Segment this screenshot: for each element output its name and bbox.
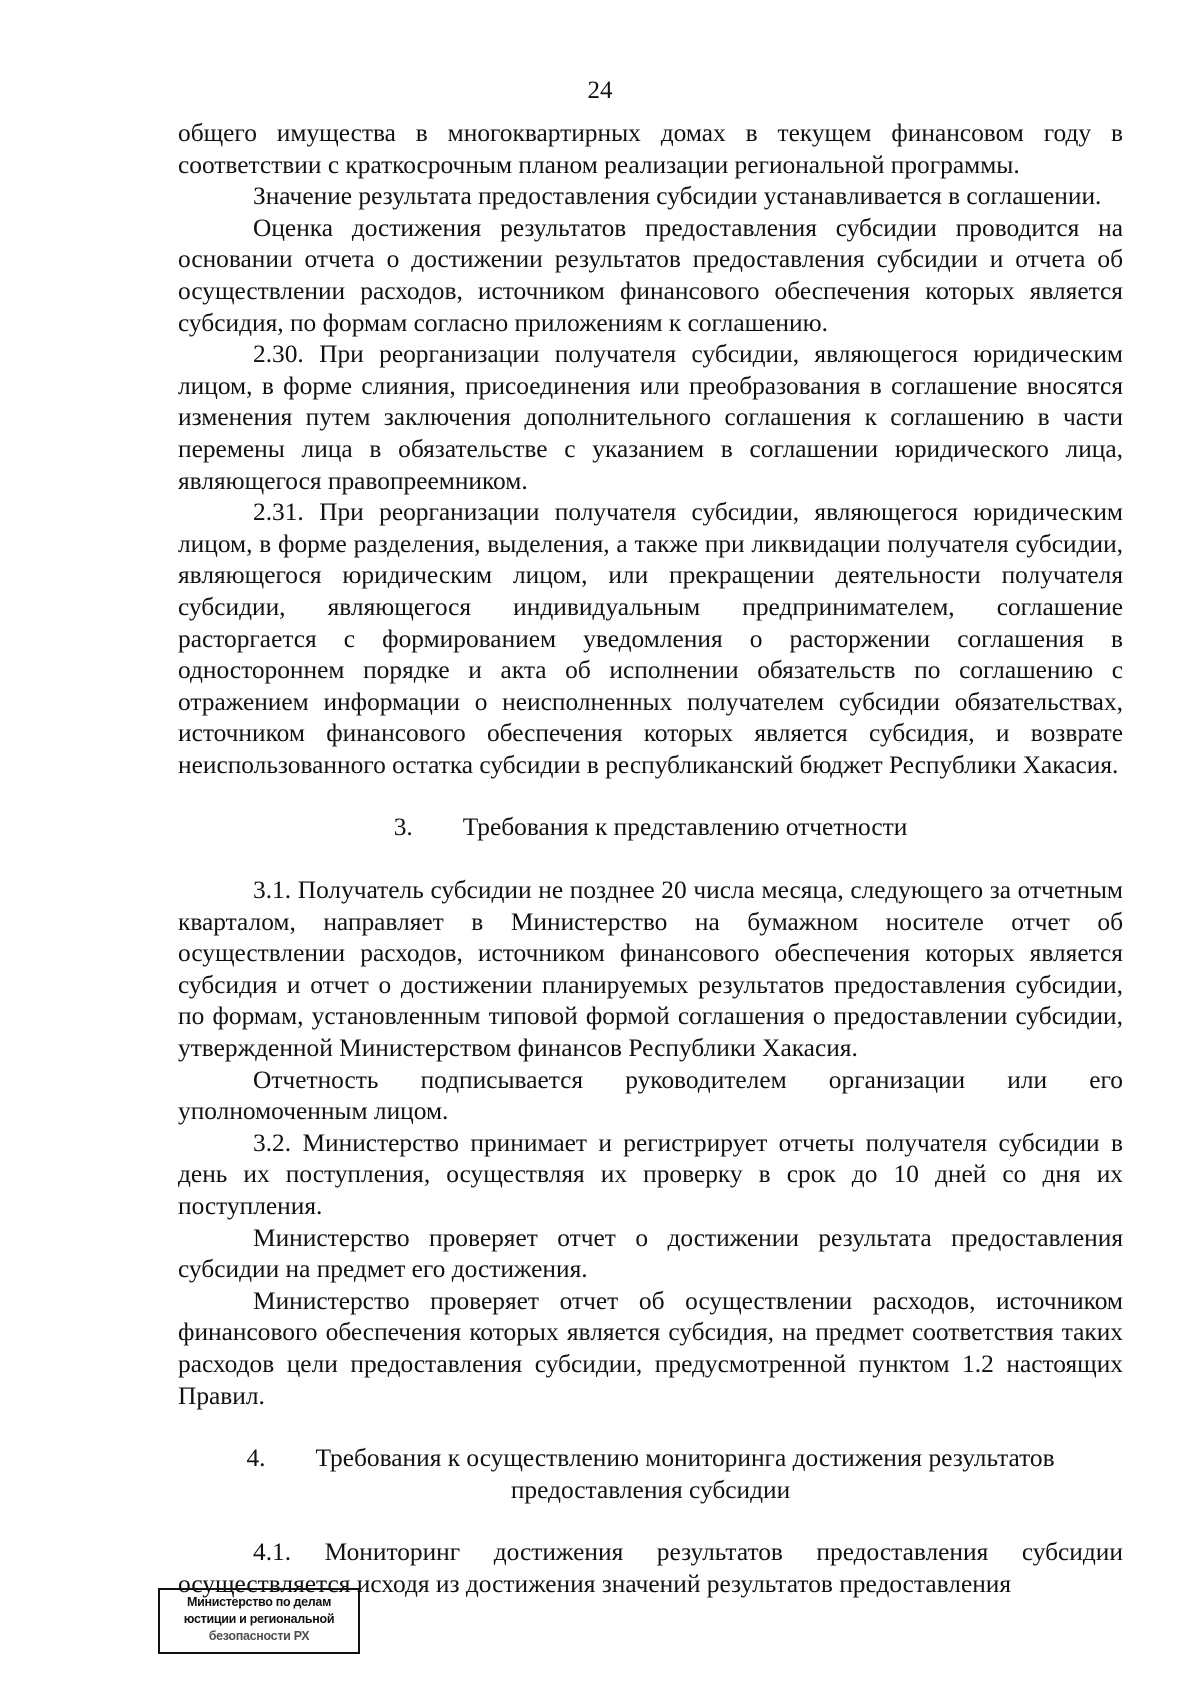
section-4-number: 4. [246, 1444, 266, 1473]
stamp-line-1: Министерство по делам [186, 1595, 332, 1609]
paragraph: Значение результата предоставления субсидии устанавливается в соглашении. [253, 182, 1102, 211]
section-4-title-line1: Требования к осуществлению мониторинга достижения результатов [315, 1444, 1055, 1473]
spacer [178, 844, 1123, 875]
paragraph-2-31: 2.31. При реорганизации получателя субсидии, являющегося юридическим лицом, в форме разделения, выделения, а также при ликвидации получателя субсидии, являющегося юридическим лицом, или прекращении деятельности получателя субсидии, являющегося индивидуальным предпринимателем, соглашение расторгается с формированием уведомления о расторжении соглашения в одностороннем порядке и акта об исполнении обязательств по соглашению с отражением информации о неисполненных получателем субсидии обязательствах, источником финансового обеспечения которых является субсидия, и возврате неиспользованного остатка субсидии в республиканский бюджет Республики Хакасия. [178, 498, 1123, 779]
spacer [178, 1506, 1123, 1537]
paragraph: Отчетность подписывается руководителем организации или его уполномоченным лицом. [178, 1065, 1123, 1126]
ministry-stamp [158, 1588, 360, 1654]
section-3-title: Требования к представлению отчетности [462, 813, 908, 842]
section-4-heading-line2 [178, 1475, 1123, 1507]
paragraph-3-2: 3.2. Министерство принимает и регистрирует отчеты получателя субсидии в день их поступления, осуществляя их проверку в срок до 10 дней со дня их поступления. [178, 1128, 1123, 1220]
paragraph: Министерство проверяет отчет о достижении результата предоставления субсидии на предмет его достижения. [178, 1223, 1123, 1284]
section-3-number: 3. [393, 813, 413, 842]
paragraph: Министерство проверяет отчет об осуществлении расходов, источником финансового обеспечения которых является субсидия, на предмет соответствия таких расходов цели предоставления субсидии, предусмотренной пунктом 1.2 настоящих Правил. [178, 1286, 1123, 1410]
spacer [178, 781, 1123, 812]
document-body [178, 118, 1123, 1601]
spacer [178, 1412, 1123, 1443]
section-4-heading [178, 1443, 1123, 1475]
section-4-title-line2: предоставления субсидии [510, 1475, 791, 1504]
paragraph: Оценка достижения результатов предоставления субсидии проводится на основании отчета о достижении результатов предоставления субсидии и отчета об осуществлении расходов, источником финансового обеспечения которых является субсидия, по формам согласно приложениям к соглашению. [178, 213, 1123, 337]
page-number: 24 [587, 77, 613, 104]
paragraph-2-30: 2.30. При реорганизации получателя субсидии, являющегося юридическим лицом, в форме слияния, присоединения или преобразования в соглашение вносятся изменения путем заключения дополнительного соглашения к соглашению в части перемены лица в обязательстве с указанием в соглашении юридического лица, являющегося правопреемником. [178, 340, 1123, 495]
stamp-line-2: юстиции и региональной [183, 1612, 335, 1626]
paragraph-continuation: общего имущества в многоквартирных домах в текущем финансовом году в соответствии с краткосрочным планом реализации региональной программы. [178, 119, 1123, 179]
section-3-heading [178, 812, 1123, 844]
paragraph-3-1: 3.1. Получатель субсидии не позднее 20 числа месяца, следующего за отчетным кварталом, направляет в Министерство на бумажном носителе отчет об осуществлении расходов, источником финансового обеспечения которых является субсидия и отчет о достижении планируемых результатов предоставления субсидии, по формам, установленным типовой формой соглашения о предоставлении субсидии, утвержденной Министерством финансов Республики Хакасия. [178, 876, 1123, 1063]
paragraph-4-1: 4.1. Мониторинг достижения результатов предоставления субсидии осуществляется исходя из достижения значений результатов предоставления [178, 1538, 1123, 1598]
stamp-line-3: безопасности РХ [208, 1629, 310, 1643]
